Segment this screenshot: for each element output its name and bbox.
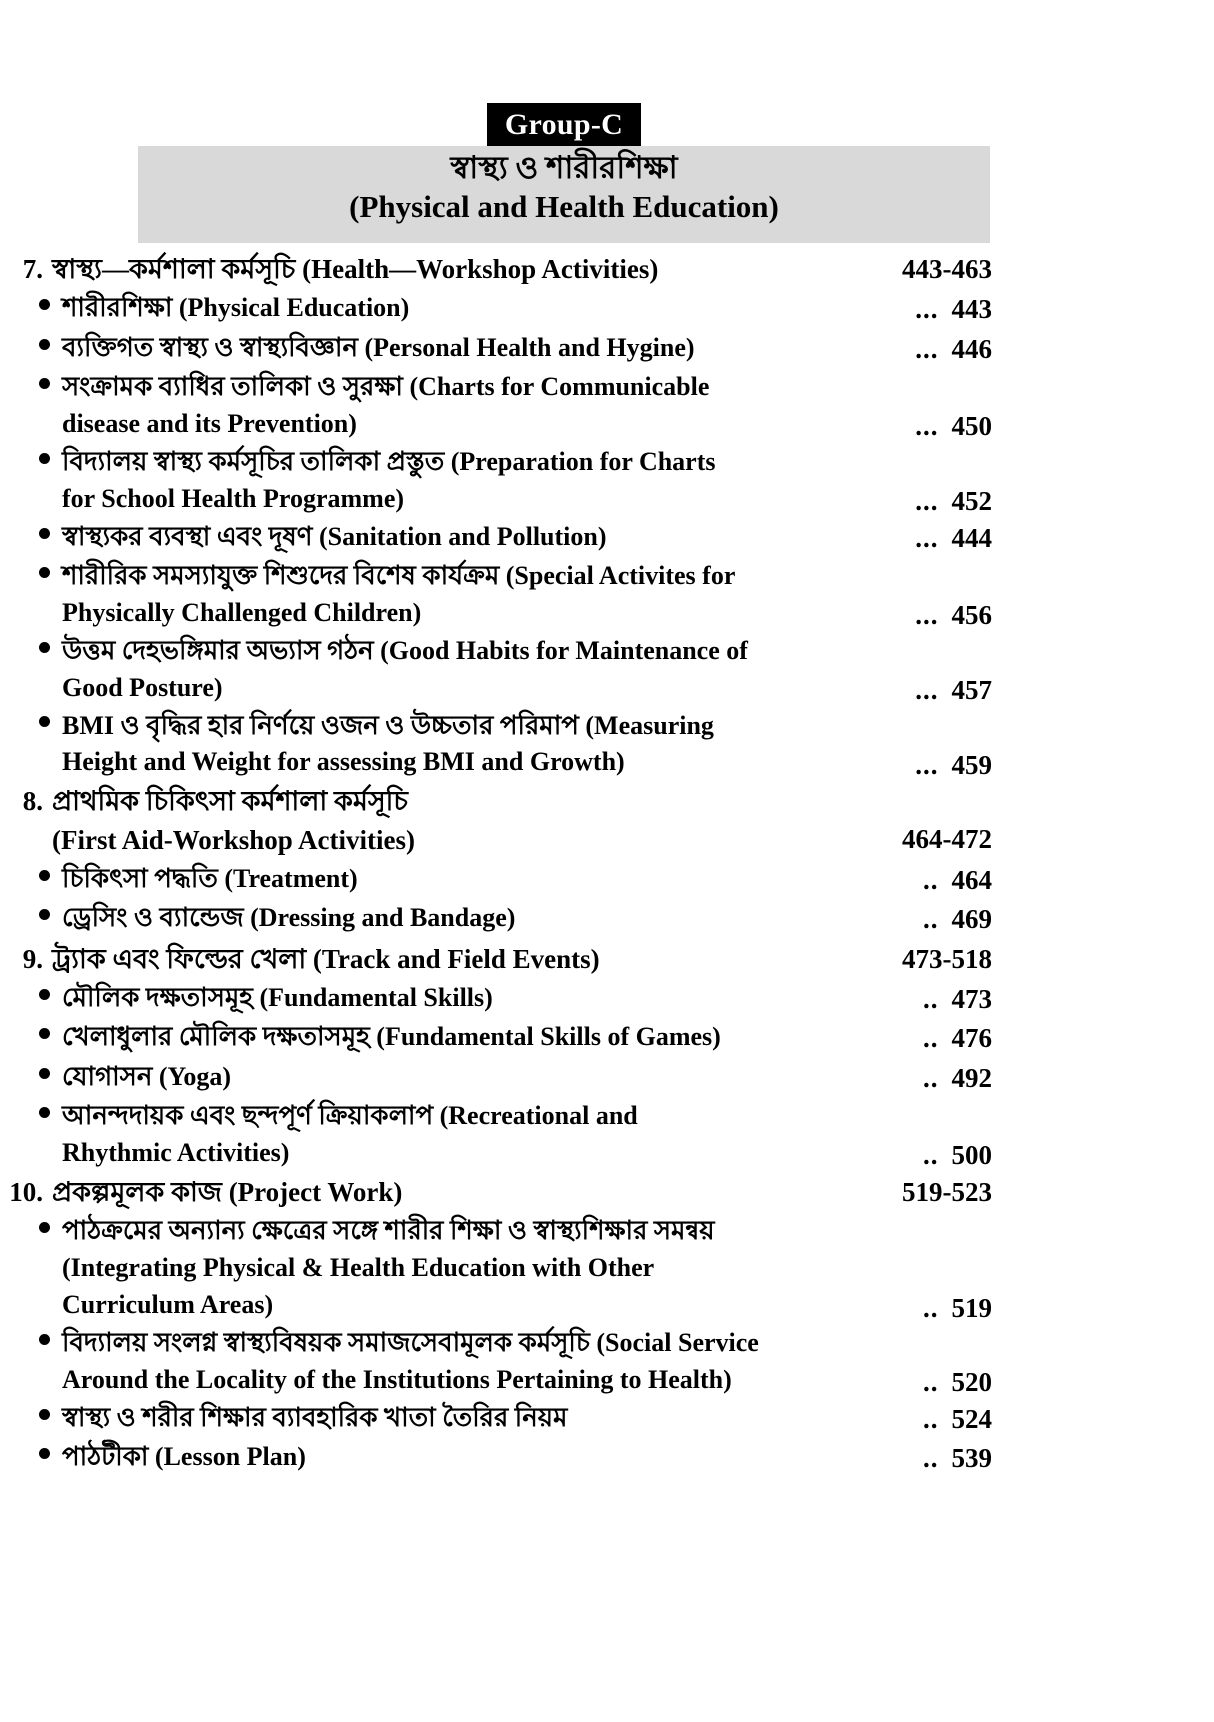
toc-subentry-row[interactable] xyxy=(0,1059,1214,1097)
toc-entry-line-1: ড্রেসিং ও ব্যান্ডেজ (Dressing and Bandage) xyxy=(62,903,516,933)
toc-entry-line-2: for School Health Programme) xyxy=(62,483,405,513)
toc-chapter-row[interactable] xyxy=(0,782,1214,859)
bullet-cell xyxy=(0,558,62,596)
toc-subentry-row[interactable] xyxy=(0,369,1214,443)
toc-entry-label xyxy=(62,708,1214,782)
section-title-english: (Physical and Health Education) xyxy=(349,188,779,224)
toc-subentry-row[interactable] xyxy=(0,1325,1214,1399)
toc-entry-label xyxy=(62,558,1214,632)
bullet-cell xyxy=(0,519,62,557)
bullet-cell xyxy=(0,1098,62,1136)
toc-page-number xyxy=(792,1363,992,1401)
toc-page-number xyxy=(792,1439,992,1477)
toc-subentry-row[interactable] xyxy=(0,900,1214,938)
toc-entry-label xyxy=(62,980,1214,1017)
toc-entry-line-1: বিদ্যালয় সংলগ্ন স্বাস্থ্যবিষয়ক সমাজসেবামূলক কর্মসূচি (Social Service xyxy=(62,1327,759,1357)
bullet-icon xyxy=(39,1028,50,1039)
toc-entry-label xyxy=(62,633,1214,707)
toc-entry-label xyxy=(62,1019,1214,1056)
bullet-cell xyxy=(0,1439,62,1477)
toc-page-number-value: 443 xyxy=(951,294,992,325)
toc-page-number xyxy=(792,330,992,368)
toc-entry-line-1: ব্যক্তিগত স্বাস্থ্য ও স্বাস্থ্যবিজ্ঞান (Personal Health and Hygine) xyxy=(62,332,695,362)
toc-entry-line-1: প্রাথমিক চিকিৎসা কর্মশালা কর্মসূচি xyxy=(52,786,408,817)
toc-page-number xyxy=(792,250,992,288)
toc-leader-dots: .. xyxy=(923,1403,939,1434)
bullet-icon xyxy=(39,339,50,350)
toc-leader-dots: .. xyxy=(923,984,939,1015)
toc-entry-line-1: স্বাস্থ্য ও শরীর শিক্ষার ব্যাবহারিক খাতা তৈরির নিয়ম xyxy=(62,1402,568,1432)
bullet-icon xyxy=(39,1334,50,1345)
toc-subentry-row[interactable] xyxy=(0,633,1214,707)
toc-page-number xyxy=(792,746,992,784)
toc-entry-line-1: পাঠটীকা (Lesson Plan) xyxy=(62,1442,306,1471)
toc-entry-line-1: ট্র্যাক এবং ফিল্ডের খেলা (Track and Field Events) xyxy=(52,943,600,974)
toc-page-number-value: 456 xyxy=(951,599,992,630)
toc-subentry-row[interactable] xyxy=(0,330,1214,368)
toc-page-number xyxy=(792,820,992,858)
bullet-icon xyxy=(39,1068,50,1079)
bullet-icon xyxy=(39,453,50,464)
toc-chapter-number: 8. xyxy=(22,786,43,817)
toc-subentry-row[interactable] xyxy=(0,1019,1214,1057)
toc-page-number-value: 457 xyxy=(951,674,992,705)
toc-entry-line-1: BMI ও বৃদ্ধির হার নির্ণয়ে ওজন ও উচ্চতার পরিমাপ (Measuring xyxy=(62,710,714,740)
toc-leader-dots: ... xyxy=(915,599,939,630)
toc-page-number-value: 444 xyxy=(951,522,992,553)
bullet-cell xyxy=(0,1019,62,1057)
toc-leader-dots: ... xyxy=(915,294,939,325)
toc-entry-label xyxy=(52,1173,1214,1211)
toc-page-number-value: 459 xyxy=(951,749,992,780)
toc-page-number xyxy=(792,1136,992,1174)
toc-leader-dots: ... xyxy=(915,749,939,780)
toc-subentry-row[interactable] xyxy=(0,558,1214,632)
toc-page-number-value: 492 xyxy=(951,1062,992,1093)
bullet-icon xyxy=(39,567,50,578)
bullet-icon xyxy=(39,1448,50,1459)
toc-subentry-row[interactable] xyxy=(0,290,1214,328)
bullet-icon xyxy=(39,909,50,920)
toc-leader-dots: .. xyxy=(923,1366,939,1397)
bullet-icon xyxy=(39,989,50,1000)
toc-page-number-value: 476 xyxy=(951,1023,992,1054)
toc-entry-label xyxy=(62,861,1214,898)
toc-page-number-value: 539 xyxy=(951,1443,992,1473)
bullet-icon xyxy=(39,378,50,389)
toc-entry-line-1: শারীরিক সমস্যাযুক্ত শিশুদের বিশেষ কার্যক্রম (Special Activites for xyxy=(62,560,736,590)
toc-chapter-row[interactable] xyxy=(0,250,1214,288)
section-title-bengali: স্বাস্থ্য ও শারীরশিক্ষা xyxy=(450,150,678,185)
toc-page-number xyxy=(792,900,992,938)
toc-entry-label xyxy=(62,1213,1214,1324)
toc-entry-line-1: সংক্রামক ব্যাধির তালিকা ও সুরক্ষা (Charts for Communicable xyxy=(62,371,710,401)
bullet-cell xyxy=(0,900,62,938)
toc-entry-line-1: প্রকল্পমূলক কাজ (Project Work) xyxy=(52,1176,403,1207)
toc-entry-line-1: শারীরশিক্ষা (Physical Education) xyxy=(62,293,410,323)
toc-subentry-row[interactable] xyxy=(0,519,1214,557)
toc-entry-line-2: Rhythmic Activities) xyxy=(62,1137,290,1167)
toc-page-number-value: 450 xyxy=(951,410,992,441)
toc-subentry-row[interactable] xyxy=(0,444,1214,518)
toc-entry-line-1: চিকিৎসা পদ্ধতি (Treatment) xyxy=(62,864,358,894)
toc-entry-label xyxy=(62,444,1214,518)
toc-page-number-value: 464 xyxy=(951,865,992,896)
toc-entry-line-1: উত্তম দেহভঙ্গিমার অভ্যাস গঠন (Good Habits for Maintenance of xyxy=(62,635,748,665)
toc-entry-line-2: disease and its Prevention) xyxy=(62,408,357,438)
toc-page-number-value: 446 xyxy=(951,333,992,364)
toc-entry-line-1: যোগাসন (Yoga) xyxy=(62,1061,232,1091)
toc-entry-label xyxy=(62,900,1214,937)
toc-page-number xyxy=(792,1289,992,1327)
toc-page-number-value: 464-472 xyxy=(902,824,992,855)
toc-page-number xyxy=(792,1173,992,1211)
toc-subentry-row[interactable] xyxy=(0,708,1214,782)
toc-page-number-value: 469 xyxy=(951,904,992,935)
toc-entry-line-3: Curriculum Areas) xyxy=(62,1289,274,1319)
toc-page-number-value: 519-523 xyxy=(902,1176,992,1207)
toc-leader-dots: .. xyxy=(923,1062,939,1093)
bullet-cell xyxy=(0,1400,62,1438)
toc-page-number xyxy=(792,482,992,520)
toc-page-number-value: 520 xyxy=(951,1366,992,1397)
group-badge: Group-C xyxy=(487,103,641,149)
toc-page-number-value: 519 xyxy=(951,1293,992,1324)
toc-entry-label xyxy=(62,330,1214,367)
toc-leader-dots: .. xyxy=(923,1023,939,1054)
toc-entry-line-2: Height and Weight for assessing BMI and Growth) xyxy=(62,747,625,777)
toc-entry-label xyxy=(62,1400,1214,1437)
toc-subentry-row[interactable] xyxy=(0,980,1214,1018)
toc-page-number xyxy=(792,290,992,328)
toc-page-number xyxy=(792,1019,992,1057)
toc-entry-line-2: Good Posture) xyxy=(62,672,223,702)
bullet-icon xyxy=(39,299,50,310)
toc-entry-line-1: খেলাধুলার মৌলিক দক্ষতাসমূহ (Fundamental Skills of Games) xyxy=(62,1022,721,1052)
bullet-cell xyxy=(0,1059,62,1097)
table-of-contents xyxy=(0,250,1214,1478)
toc-chapter-row[interactable] xyxy=(0,940,1214,978)
toc-chapter-number: 10. xyxy=(9,1176,43,1207)
bullet-icon xyxy=(39,642,50,653)
toc-leader-dots: ... xyxy=(915,522,939,553)
toc-subentry-row[interactable] xyxy=(0,1439,1214,1477)
toc-leader-dots: .. xyxy=(923,865,939,896)
toc-page-number xyxy=(792,861,992,899)
toc-chapter-number: 9. xyxy=(22,943,43,974)
bullet-icon xyxy=(39,1107,50,1118)
bullet-icon xyxy=(39,870,50,881)
toc-entry-label xyxy=(52,250,1214,288)
toc-page-number-value: 500 xyxy=(951,1140,992,1170)
toc-subentry-row[interactable] xyxy=(0,861,1214,899)
bullet-cell xyxy=(0,1213,62,1251)
toc-entry-line-2: (First Aid-Workshop Activities) xyxy=(52,824,415,855)
toc-leader-dots: .. xyxy=(923,1293,939,1324)
toc-entry-line-1: স্বাস্থ্যকর ব্যবস্থা এবং দূষণ (Sanitation and Pollution) xyxy=(62,521,607,551)
toc-subentry-row[interactable] xyxy=(0,1400,1214,1438)
toc-page-number xyxy=(792,407,992,445)
toc-page-number-value: 452 xyxy=(951,485,992,516)
toc-entry-line-2: Physically Challenged Children) xyxy=(62,597,422,627)
toc-chapter-row[interactable] xyxy=(0,1173,1214,1211)
bullet-icon xyxy=(39,716,50,727)
bullet-cell xyxy=(0,290,62,328)
toc-entry-label xyxy=(62,1098,1214,1172)
bullet-cell xyxy=(0,633,62,671)
toc-leader-dots: ... xyxy=(915,485,939,516)
bullet-cell xyxy=(0,369,62,407)
toc-page-number xyxy=(792,1400,992,1438)
toc-entry-label xyxy=(62,519,1214,556)
toc-page-number-value: 443-463 xyxy=(902,254,992,284)
toc-subentry-row[interactable] xyxy=(0,1098,1214,1172)
bullet-cell xyxy=(0,861,62,899)
bullet-cell xyxy=(0,330,62,368)
toc-entry-label xyxy=(62,369,1214,443)
toc-subentry-row[interactable] xyxy=(0,1213,1214,1324)
section-title-band xyxy=(138,146,990,243)
toc-entry-label xyxy=(62,290,1214,327)
bullet-icon xyxy=(39,1409,50,1420)
toc-entry-label xyxy=(52,782,1214,859)
toc-entry-line-1: পাঠক্রমের অন্যান্য ক্ষেত্রের সঙ্গে শারীর শিক্ষা ও স্বাস্থ্যশিক্ষার সমন্বয় xyxy=(62,1216,715,1246)
toc-entry-line-2: (Integrating Physical & Health Education with Other xyxy=(62,1253,655,1283)
toc-leader-dots: ... xyxy=(915,333,939,364)
toc-entry-label xyxy=(62,1439,1214,1476)
toc-entry-line-1: আনন্দদায়ক এবং ছন্দপূর্ণ ক্রিয়াকলাপ (Recreational and xyxy=(62,1101,638,1130)
toc-entry-line-1: বিদ্যালয় স্বাস্থ্য কর্মসূচির তালিকা প্রস্তুত (Preparation for Charts xyxy=(62,446,716,476)
group-badge-row xyxy=(138,103,990,149)
toc-entry-line-1: স্বাস্থ্য—কর্মশালা কর্মসূচি (Health—Workshop Activities) xyxy=(52,254,659,284)
toc-leader-dots: .. xyxy=(923,1140,939,1170)
toc-leader-dots: ... xyxy=(915,674,939,705)
toc-entry-line-2: Around the Locality of the Institutions Pertaining to Health) xyxy=(62,1364,732,1394)
toc-page-number-value: 473 xyxy=(951,984,992,1015)
bullet-icon xyxy=(39,528,50,539)
bullet-cell xyxy=(0,444,62,482)
toc-chapter-number: 7. xyxy=(22,254,43,284)
toc-leader-dots: ... xyxy=(915,410,939,441)
toc-page-number-value: 524 xyxy=(951,1403,992,1434)
toc-page-number-value: 473-518 xyxy=(902,943,992,974)
toc-entry-label xyxy=(62,1325,1214,1399)
toc-page-number xyxy=(792,519,992,557)
bullet-cell xyxy=(0,708,62,746)
bullet-icon xyxy=(39,1222,50,1233)
toc-leader-dots: .. xyxy=(923,904,939,935)
toc-entry-line-1: মৌলিক দক্ষতাসমূহ (Fundamental Skills) xyxy=(62,983,493,1013)
toc-entry-label xyxy=(62,1059,1214,1096)
bullet-cell xyxy=(0,1325,62,1363)
toc-page-number xyxy=(792,980,992,1018)
toc-entry-label xyxy=(52,940,1214,978)
toc-page-number xyxy=(792,671,992,709)
toc-leader-dots: .. xyxy=(923,1443,939,1473)
toc-page-number xyxy=(792,940,992,978)
bullet-cell xyxy=(0,980,62,1018)
toc-page-number xyxy=(792,1059,992,1097)
toc-page-number xyxy=(792,596,992,634)
